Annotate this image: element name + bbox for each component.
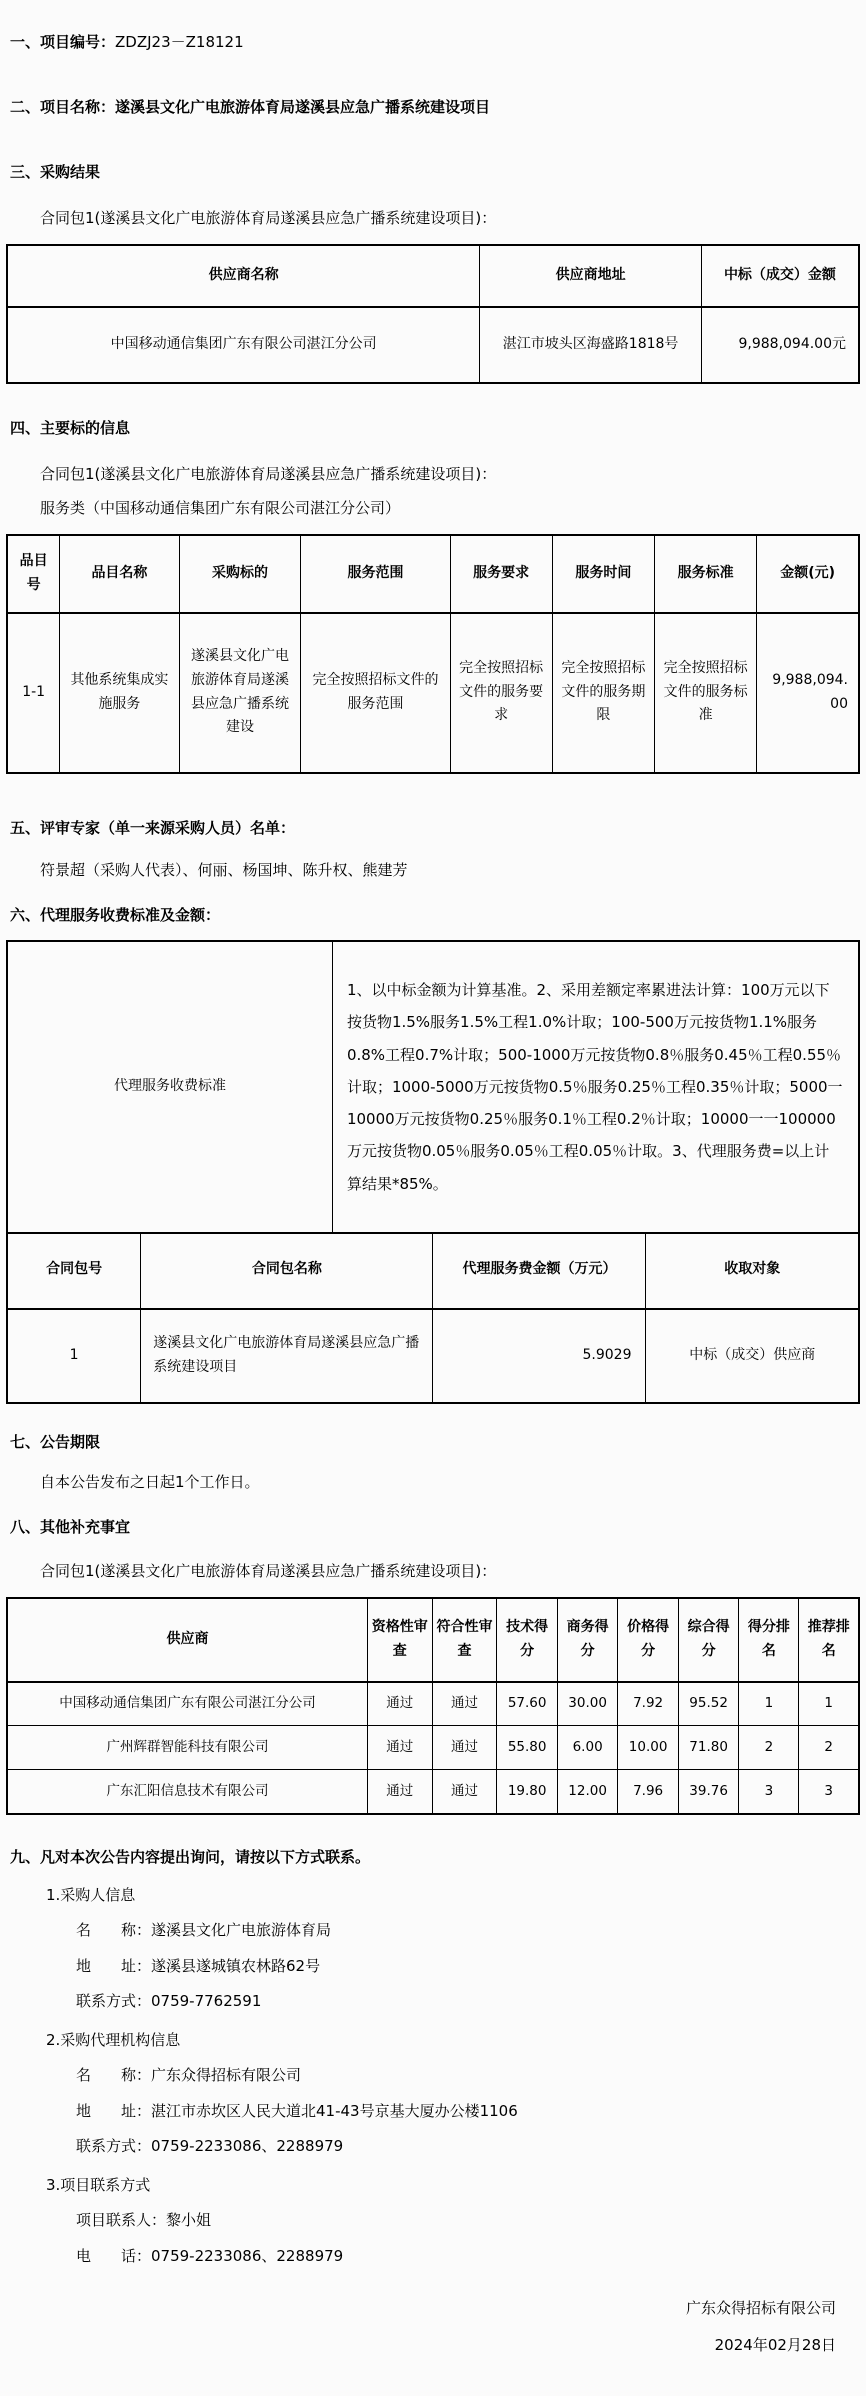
column-header-qualification-review: 资格性审查 [367,1598,432,1682]
price-score-cell: 10.00 [618,1726,678,1770]
service-standard-cell: 完全按照招标文件的服务标准 [654,613,756,773]
column-header-conformity-review: 符合性审查 [432,1598,497,1682]
score-rank-cell: 3 [739,1770,799,1814]
project-number-value: ZDZJ23－Z18121 [115,33,244,51]
supplier-cell: 中国移动通信集团广东有限公司湛江分公司 [7,1682,367,1726]
column-header-supplier: 供应商 [7,1598,367,1682]
conformity-cell: 通过 [432,1682,497,1726]
column-header-package-name: 合同包名称 [141,1233,433,1309]
project-number-label: 一、项目编号： [10,33,116,51]
column-header-service-scope: 服务范围 [301,535,450,613]
project-contact-person-line: 项目联系人：黎小姐 [76,2211,212,2229]
fee-payer-cell: 中标（成交）供应商 [646,1309,859,1403]
qualification-cell: 通过 [367,1770,432,1814]
price-score-cell: 7.96 [618,1770,678,1814]
item-name-cell: 其他系统集成实施服务 [60,613,179,773]
supplier-name-cell: 中国移动通信集团广东有限公司湛江分公司 [7,307,480,383]
business-score-cell: 12.00 [557,1770,617,1814]
table-row [7,1726,859,1770]
announcement-period-body: 自本公告发布之日起1个工作日。 [40,1472,260,1491]
agency-fee-amount-table [6,1232,860,1404]
qualification-cell: 通过 [367,1682,432,1726]
conformity-cell: 通过 [432,1770,497,1814]
purchaser-address-line: 地 址：遂溪县遂城镇农林路62号 [76,1956,321,1975]
column-header-service-requirement: 服务要求 [450,535,552,613]
agency-phone-line: 联系方式：0759-2233086、2288979 [76,2137,344,2155]
purchaser-phone-line: 联系方式：0759-7762591 [76,1992,262,2010]
section-procurement-result-title: 三、采购结果 [10,163,101,181]
score-rank-cell: 1 [739,1682,799,1726]
recommend-rank-cell: 1 [799,1682,859,1726]
procurement-target-cell: 遂溪县文化广电旅游体育局遂溪县应急广播系统建设 [179,613,301,773]
column-header-package-no: 合同包号 [7,1233,141,1309]
column-header-fee-payer: 收取对象 [646,1233,859,1309]
agency-info-heading: 2.采购代理机构信息 [46,2030,181,2049]
agency-address-line: 地 址：湛江市赤坎区人民大道北41-43号京基大厦办公楼1106 [76,2101,518,2120]
table-header-row [7,1233,859,1309]
column-header-technical-score: 技术得分 [497,1598,557,1682]
project-contact-phone-line: 电 话：0759-2233086、2288979 [76,2246,344,2265]
main-bid-info-table [6,534,860,774]
supplementary-package-line: 合同包1(遂溪县文化广电旅游体育局遂溪县应急广播系统建设项目)： [40,1562,497,1580]
column-header-supplier-name: 供应商名称 [7,245,480,307]
agency-name-line: 名 称：广东众得招标有限公司 [76,2066,302,2084]
footer-date: 2024年02月28日 [714,2335,836,2354]
column-header-award-amount: 中标（成交）金额 [701,245,859,307]
column-header-procurement-target: 采购标的 [179,535,301,613]
technical-score-cell: 57.60 [497,1682,557,1726]
main-bid-category-line: 服务类（中国移动通信集团广东有限公司湛江分公司） [40,499,401,517]
procurement-result-package-line: 合同包1(遂溪县文化广电旅游体育局遂溪县应急广播系统建设项目)： [40,209,497,227]
project-contact-heading: 3.项目联系方式 [46,2175,151,2194]
award-amount-cell: 9,988,094.00元 [701,307,859,383]
total-score-cell: 71.80 [678,1726,738,1770]
total-score-cell: 39.76 [678,1770,738,1814]
column-header-service-standard: 服务标准 [654,535,756,613]
business-score-cell: 30.00 [557,1682,617,1726]
service-time-cell: 完全按照招标文件的服务期限 [552,613,654,773]
column-header-supplier-address: 供应商地址 [480,245,702,307]
conformity-cell: 通过 [432,1726,497,1770]
column-header-item-no: 品目号 [7,535,60,613]
package-no-cell: 1 [7,1309,141,1403]
column-header-amount: 金额(元) [757,535,859,613]
purchaser-info-heading: 1.采购人信息 [46,1885,136,1904]
technical-score-cell: 55.80 [497,1726,557,1770]
package-name-cell: 遂溪县文化广电旅游体育局遂溪县应急广播系统建设项目 [141,1309,433,1403]
price-score-cell: 7.92 [618,1682,678,1726]
fee-standard-text-cell: 1、以中标金额为计算基准。2、采用差额定率累进法计算：100万元以下按货物1.5%服务1.5%工程1.0%计取；100-500万元按货物1.1%服务0.8%工程0.7%计取；500-1000万元按货物0.8％服务0.45％工程0.55％计取；1000-5000万元按货物0.5％服务0.25％工程0.35％计取；5000一10000万元按货物0.25％服务0.1％工程0.2％计取；10000一一100000万元按货物0.05％服务0.05％工程0.05％计取。3、代理服务费=以上计算结果*85%。 [332,941,859,1233]
section-main-bid-info-title: 四、主要标的信息 [10,418,131,437]
table-row [7,1770,859,1814]
column-header-price-score: 价格得分 [618,1598,678,1682]
technical-score-cell: 19.80 [497,1770,557,1814]
procurement-result-table [6,244,860,384]
score-rank-cell: 2 [739,1726,799,1770]
table-row [7,1682,859,1726]
supplier-address-cell: 湛江市坡头区海盛路1818号 [480,307,702,383]
service-scope-cell: 完全按照招标文件的服务范围 [301,613,450,773]
recommend-rank-cell: 2 [799,1726,859,1770]
section-agency-fee-title: 六、代理服务收费标准及金额： [10,906,221,924]
column-header-total-score: 综合得分 [678,1598,738,1682]
business-score-cell: 6.00 [557,1726,617,1770]
table-row [7,613,859,773]
main-bid-package-line: 合同包1(遂溪县文化广电旅游体育局遂溪县应急广播系统建设项目)： [40,464,497,483]
agency-fee-standard-table [6,940,860,1234]
table-header-row [7,245,859,307]
experts-names: 符景超（采购人代表）、何丽、杨国坤、陈升权、熊建芳 [40,860,408,879]
service-requirement-cell: 完全按照招标文件的服务要求 [450,613,552,773]
section-experts-title: 五、评审专家（单一来源采购人员）名单： [10,818,296,837]
supplier-score-table [6,1597,860,1815]
footer-company: 广东众得招标有限公司 [685,2299,836,2317]
purchaser-name-line: 名 称：遂溪县文化广电旅游体育局 [76,1921,332,1939]
section-contact-title: 九、凡对本次公告内容提出询问，请按以下方式联系。 [10,1847,371,1866]
column-header-business-score: 商务得分 [557,1598,617,1682]
supplier-cell: 广东汇阳信息技术有限公司 [7,1770,367,1814]
total-score-cell: 95.52 [678,1682,738,1726]
section-supplementary-title: 八、其他补充事宜 [10,1518,131,1536]
column-header-score-rank: 得分排名 [739,1598,799,1682]
project-name-label: 二、项目名称： [10,98,116,116]
table-header-row [7,1598,859,1682]
column-header-item-name: 品目名称 [60,535,179,613]
fee-standard-label-cell: 代理服务收费标准 [7,941,332,1233]
section-project-name [10,97,860,118]
qualification-cell: 通过 [367,1726,432,1770]
table-row [7,1309,859,1403]
item-no-cell: 1-1 [7,613,60,773]
table-row [7,307,859,383]
fee-amount-cell: 5.9029 [433,1309,646,1403]
column-header-fee-amount: 代理服务费金额（万元） [433,1233,646,1309]
supplier-cell: 广州辉群智能科技有限公司 [7,1726,367,1770]
section-project-number [10,32,860,53]
table-header-row [7,535,859,613]
column-header-service-time: 服务时间 [552,535,654,613]
column-header-recommend-rank: 推荐排名 [799,1598,859,1682]
amount-cell: 9,988,094.00 [757,613,859,773]
section-announcement-period-title: 七、公告期限 [10,1432,101,1451]
recommend-rank-cell: 3 [799,1770,859,1814]
table-row [7,941,859,1233]
project-name-value: 遂溪县文化广电旅游体育局遂溪县应急广播系统建设项目 [115,98,491,116]
